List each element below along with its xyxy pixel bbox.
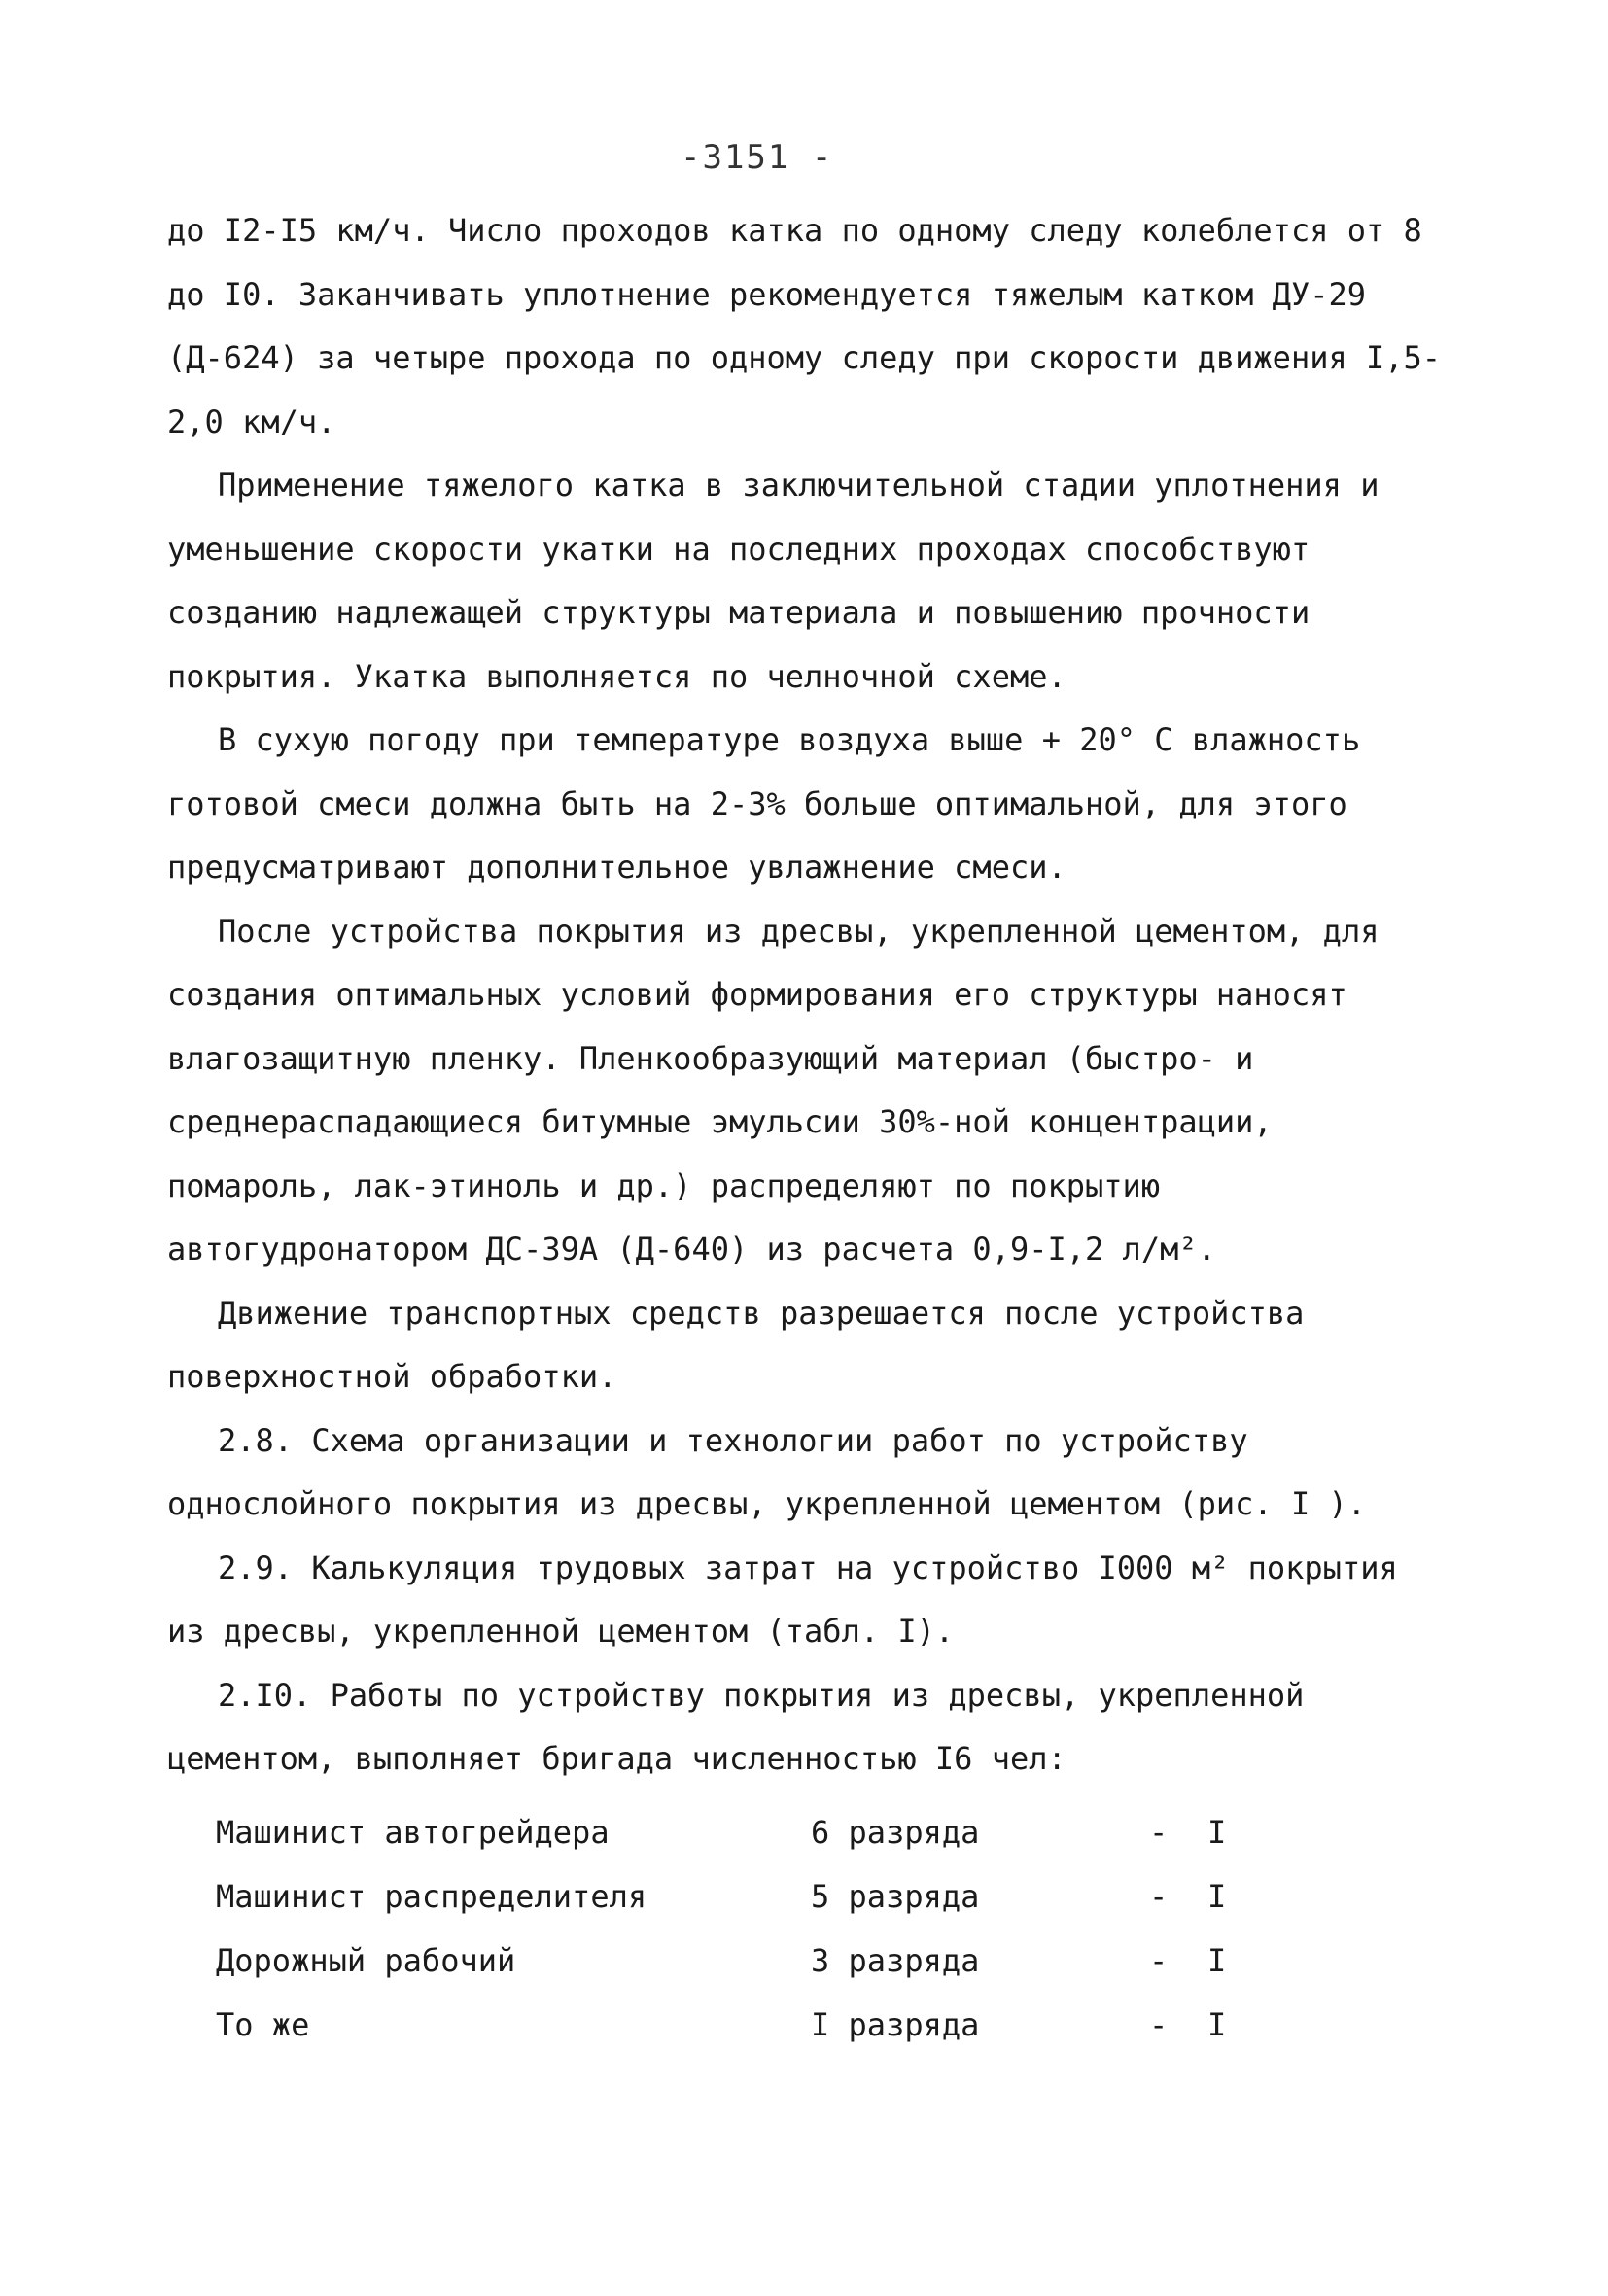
crew-rank: I разряда: [811, 2006, 980, 2043]
crew-dash: -: [1149, 1878, 1169, 1915]
section-2-10: 2.I0. Работы по устройству покрытия из дресвы, укрепленной цементом, выполняет бригада численностью I6 чел:: [167, 1676, 1305, 1777]
crew-count: I: [1207, 1814, 1227, 1851]
crew-list: [216, 1800, 1285, 2057]
crew-dash: -: [1149, 1942, 1169, 1979]
crew-dash: -: [1149, 2006, 1169, 2043]
crew-role: То же: [216, 2006, 310, 2043]
crew-rank: 6 разряда: [811, 1814, 980, 1851]
crew-rank: 5 разряда: [811, 1878, 980, 1915]
paragraph-5: Движение транспортных средств разрешается после устройства поверхностной обработки.: [167, 1294, 1305, 1395]
crew-count: I: [1207, 1878, 1227, 1915]
section-2-8: 2.8. Схема организации и технологии работ по устройству однослойного покрытия из дресвы, укрепленной цементом (рис. I ).: [167, 1421, 1366, 1522]
paragraph-1: до I2-I5 км/ч. Число проходов катка по одному следу колеблется от 8 до I0. Заканчивать уплотнение рекомендуется тяжелым катком ДУ-29 (Д-624) за четыре прохода по одному следу при скорости движения I,5-2,0 км/ч.: [167, 212, 1442, 440]
crew-row: [216, 1864, 1285, 1929]
page-number: -3151 -: [681, 138, 834, 177]
crew-row: [216, 1993, 1285, 2057]
paragraph-3: В сухую погоду при температуре воздуха выше + 20° С влажность готовой смеси должна быть на 2-3% больше оптимальной, для этого предусматривают дополнительное увлажнение смеси.: [167, 721, 1361, 886]
crew-dash: -: [1149, 1814, 1169, 1851]
section-2-9: 2.9. Калькуляция трудовых затрат на устройство I000 м² покрытия из дресвы, укрепленной цементом (табл. I).: [167, 1548, 1398, 1650]
crew-role: Машинист распределителя: [216, 1878, 647, 1915]
crew-role: Дорожный рабочий: [216, 1942, 516, 1979]
crew-role: Машинист автогрейдера: [216, 1814, 610, 1851]
crew-row: [216, 1800, 1285, 1864]
crew-row: [216, 1929, 1285, 1993]
crew-count: I: [1207, 2006, 1227, 2043]
paragraph-4: После устройства покрытия из дресвы, укрепленной цементом, для создания оптимальных условий формирования его структуры наносят влагозащитную пленку. Пленкообразующий материал (быстро- и среднераспадающиеся битумные эмульсии 30%-ной концентрации, помароль, лак-этиноль и др.) распределяют по покрытию автогудронатором ДС-39А (Д-640) из расчета 0,9-I,2 л/м².: [167, 912, 1380, 1268]
paragraph-2: Применение тяжелого катка в заключительной стадии уплотнения и уменьшение скорости укатки на последних проходах способствуют созданию надлежащей структуры материала и повышению прочности покрытия. Укатка выполняется по челночной схеме.: [167, 467, 1380, 695]
body-text: [167, 199, 1451, 1792]
crew-rank: 3 разряда: [811, 1942, 980, 1979]
crew-count: I: [1207, 1942, 1227, 1979]
